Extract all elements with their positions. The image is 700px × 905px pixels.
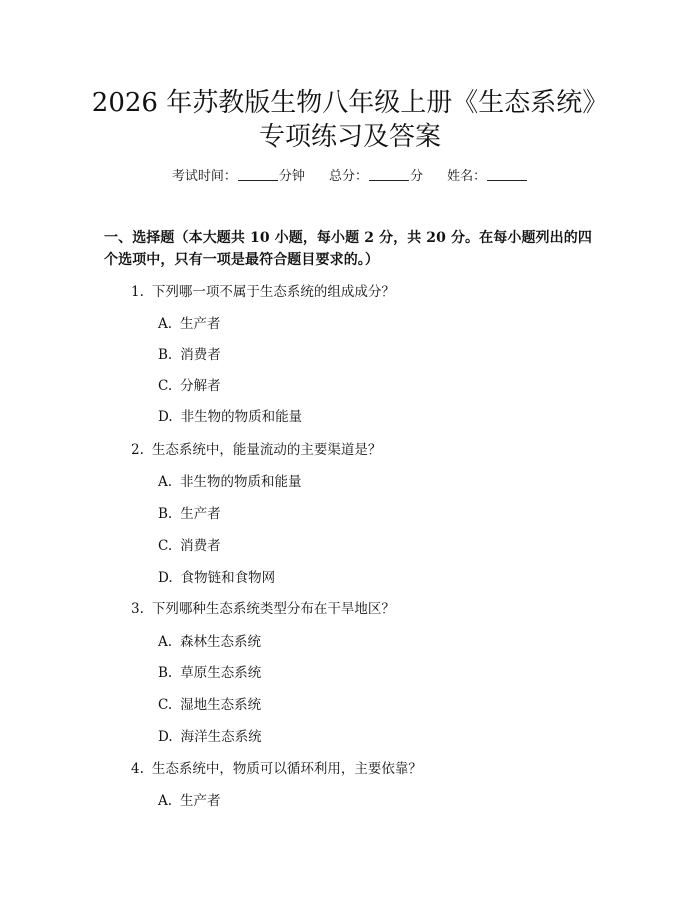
section-heading: 一、选择题（本大题共 10 小题，每小题 2 分，共 20 分。在每小题列出的四个选项中，只有一项是最符合题目要求的。） xyxy=(104,230,592,268)
question-item xyxy=(131,600,395,618)
option-letter: C. xyxy=(158,697,173,713)
option-letter: D. xyxy=(158,570,173,586)
option-text: 食物链和食物网 xyxy=(180,570,276,586)
option-text: 湿地生态系统 xyxy=(180,697,262,713)
exam-info-line xyxy=(0,168,700,186)
option-text: 海洋生态系统 xyxy=(180,729,262,745)
option-text: 分解者 xyxy=(180,378,221,394)
option-letter: A. xyxy=(158,474,173,490)
question-number: 3. xyxy=(131,601,144,617)
exam-time-field xyxy=(172,168,305,186)
option-text: 生产者 xyxy=(180,506,221,522)
option-letter: B. xyxy=(158,347,173,363)
option-letter: A. xyxy=(158,793,173,809)
option-text: 草原生态系统 xyxy=(180,665,262,681)
option-letter: D. xyxy=(158,729,173,745)
exam-time-blank[interactable] xyxy=(238,168,278,181)
option-item[interactable] xyxy=(158,505,221,523)
option-text: 消费者 xyxy=(180,347,221,363)
option-item[interactable] xyxy=(158,696,261,714)
question-item xyxy=(131,283,395,301)
option-item[interactable] xyxy=(158,473,302,491)
option-item[interactable] xyxy=(158,346,221,364)
option-text: 生产者 xyxy=(180,793,221,809)
question-item xyxy=(131,441,381,459)
exam-time-unit: 分钟 xyxy=(278,169,305,184)
option-item[interactable] xyxy=(158,315,221,333)
exam-time-label: 考试时间： xyxy=(171,169,237,184)
option-item[interactable] xyxy=(158,377,221,395)
question-text: 生态系统中，物质可以循环利用，主要依靠？ xyxy=(151,761,422,777)
option-text: 非生物的物质和能量 xyxy=(180,409,303,425)
question-item xyxy=(131,760,422,778)
option-item[interactable] xyxy=(158,633,261,651)
total-score-unit: 分 xyxy=(410,169,424,184)
question-number: 4. xyxy=(131,761,144,777)
page-title-line-1: 2026 年苏教版生物八年级上册《生态系统》 xyxy=(91,88,609,118)
option-letter: C. xyxy=(158,538,173,554)
name-blank[interactable] xyxy=(487,168,527,181)
option-text: 消费者 xyxy=(180,538,221,554)
option-item[interactable] xyxy=(158,664,261,682)
option-letter: A. xyxy=(158,316,173,332)
option-text: 森林生态系统 xyxy=(180,634,262,650)
question-text: 下列哪一项不属于生态系统的组成成分？ xyxy=(151,284,395,300)
name-field xyxy=(447,168,528,186)
option-text: 生产者 xyxy=(180,316,221,332)
option-item[interactable] xyxy=(158,537,221,555)
option-letter: B. xyxy=(158,506,173,522)
name-label: 姓名： xyxy=(447,169,487,184)
question-text: 下列哪种生态系统类型分布在干旱地区？ xyxy=(151,601,395,617)
page-title-line-2: 专项练习及答案 xyxy=(258,122,441,152)
option-letter: D. xyxy=(158,409,173,425)
option-item[interactable] xyxy=(158,569,275,587)
question-text: 生态系统中，能量流动的主要渠道是？ xyxy=(151,442,382,458)
option-item[interactable] xyxy=(158,408,302,426)
option-letter: C. xyxy=(158,378,173,394)
total-score-label: 总分： xyxy=(328,169,368,184)
option-letter: A. xyxy=(158,634,173,650)
total-score-blank[interactable] xyxy=(369,168,409,181)
question-number: 2. xyxy=(131,442,144,458)
total-score-field xyxy=(329,168,423,186)
option-text: 非生物的物质和能量 xyxy=(180,474,302,490)
question-number: 1. xyxy=(131,284,144,300)
option-letter: B. xyxy=(158,665,173,681)
option-item[interactable] xyxy=(158,728,262,746)
option-item[interactable] xyxy=(158,792,221,810)
